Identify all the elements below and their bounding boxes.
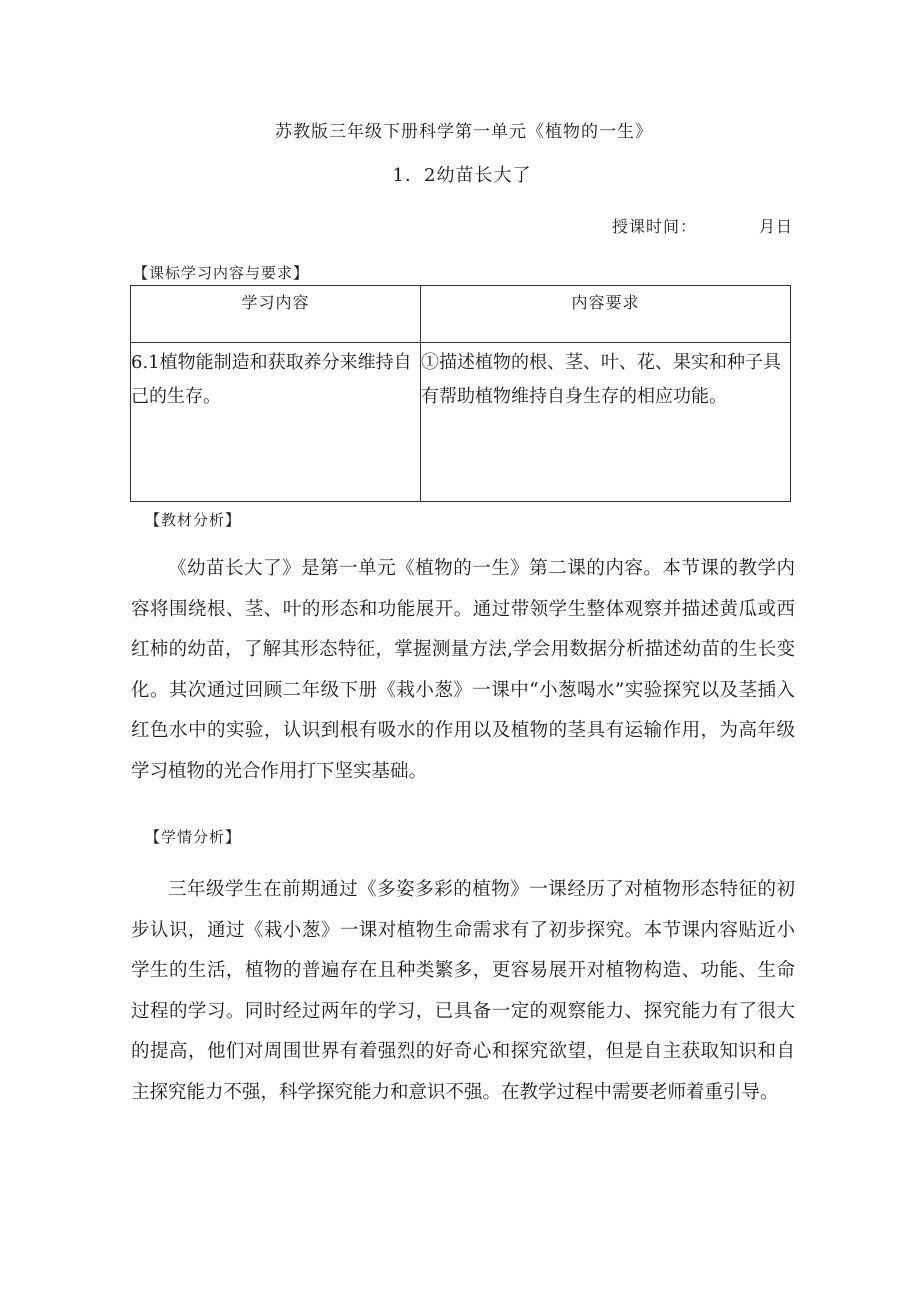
table-header-row	[131, 286, 791, 343]
class-time-value: 月日	[759, 217, 794, 236]
document-title: 苏教版三年级下册科学第一单元《植物的一生》	[275, 122, 653, 142]
column-header-content: 学习内容	[131, 286, 421, 343]
student-analysis-heading: 【学情分析】	[145, 828, 242, 846]
column-header-requirement: 内容要求	[421, 286, 791, 343]
curriculum-table	[130, 285, 791, 502]
textbook-analysis-paragraph: 《幼苗长大了》是第一单元《植物的一生》第二课的内容。本节课的教学内容将围绕根、茎、叶的形态和功能展开。通过带领学生整体观察并描述黄瓜或西红柿的幼苗，了解其形态特征，掌握测量方法,学会用数据分析描述幼苗的生长变化。其次通过回顾二年级下册《栽小葱》一课中“小葱喝水”实验探究以及茎插入红色水中的实验，认识到根有吸水的作用以及植物的茎具有运输作用，为高年级学习植物的光合作用打下坚实基础。	[131, 558, 795, 782]
cell-content: 6.1植物能制造和获取养分来维持自己的生存。	[131, 343, 421, 502]
textbook-analysis-heading: 【教材分析】	[145, 511, 242, 529]
student-analysis-paragraph: 三年级学生在前期通过《多姿多彩的植物》一课经历了对植物形态特征的初步认识，通过《栽小葱》一课对植物生命需求有了初步探究。本节课内容贴近小学生的生活，植物的普遍存在且种类繁多，更容易展开对植物构造、功能、生命过程的学习。同时经过两年的学习，已具备一定的观察能力、探究能力有了很大的提高，他们对周围世界有着强烈的好奇心和探究欲望，但是自主获取知识和自主探究能力不强，科学探究能力和意识不强。在教学过程中需要老师着重引导。	[131, 879, 795, 1103]
cell-requirement: ①描述植物的根、茎、叶、花、果实和种子具有帮助植物维持自身生存的相应功能。	[421, 343, 791, 502]
class-time	[612, 214, 793, 237]
curriculum-heading: 【课标学习内容与要求】	[133, 264, 310, 282]
class-time-label: 授课时间：	[612, 217, 698, 236]
lesson-title: 1．2幼苗长大了	[392, 165, 532, 186]
table-row	[131, 343, 791, 502]
